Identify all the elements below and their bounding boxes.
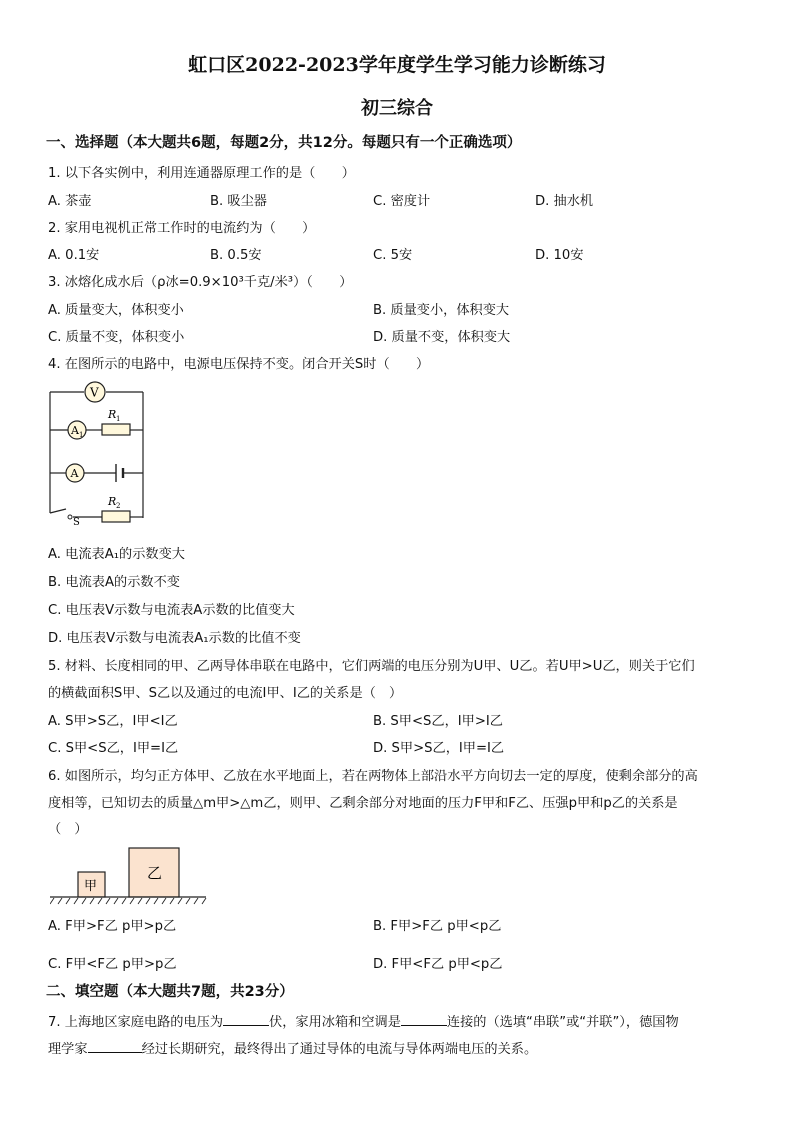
r1-sub: 1	[116, 415, 121, 423]
block-yi-label: 乙	[147, 864, 163, 882]
option: B. 吸尘器	[210, 194, 267, 209]
answer-blank[interactable]	[88, 1040, 142, 1053]
option: C. 电压表V示数与电流表A示数的比值变大	[48, 603, 295, 618]
question-stem: 3. 冰熔化成水后（ρ冰=0.9×10³千克/米³）（ ）	[48, 275, 353, 290]
voltmeter-label: V	[90, 385, 99, 400]
ammeter-a1-label: A	[71, 424, 79, 437]
ground-hatch	[50, 898, 206, 904]
resistor-r2	[102, 511, 130, 522]
option: A. 电流表A₁的示数变大	[48, 547, 185, 562]
option: D. 质量不变，体积变大	[373, 330, 511, 345]
option: D. 电压表V示数与电流表A₁示数的比值不变	[48, 631, 301, 646]
question-stem-cont: 度相等，已知切去的质量△m甲>△m乙，则甲、乙剩余部分对地面的压力F甲和F乙、压强p甲和p乙的关系是	[48, 796, 678, 811]
blocks-diagram	[50, 845, 210, 907]
r2-label: R	[108, 495, 117, 508]
circuit-diagram	[44, 378, 154, 526]
option: B. 0.5安	[210, 248, 262, 263]
ammeter-a1-sub: 1	[79, 431, 84, 439]
switch-contact	[68, 515, 72, 519]
q7-text-5: 经过长期研究，最终得出了通过导体的电流与导体两端电压的关系。	[141, 1042, 538, 1057]
question-stem	[48, 1011, 679, 1030]
ammeter-a-label: A	[70, 467, 79, 480]
option: A. S甲>S乙，I甲<I乙	[48, 714, 178, 729]
option: D. F甲<F乙 p甲<p乙	[373, 957, 503, 972]
option: C. 5安	[373, 248, 413, 263]
question-stem: 6. 如图所示，均匀正方体甲、乙放在水平地面上，若在两物体上部沿水平方向切去一定的厚度，使剩余部分的高	[48, 769, 698, 784]
question-stem: 1. 以下各实例中，利用连通器原理工作的是（ ）	[48, 166, 355, 181]
option: B. 质量变小，体积变大	[373, 303, 510, 318]
option: C. 质量不变，体积变小	[48, 330, 185, 345]
option: A. F甲>F乙 p甲>p乙	[48, 919, 177, 934]
option: D. 10安	[535, 248, 584, 263]
option: D. S甲>S乙，I甲=I乙	[373, 741, 505, 756]
q7-text-1: 7. 上海地区家庭电路的电压为	[48, 1015, 224, 1030]
switch-label: S	[73, 517, 80, 526]
option: A. 0.1安	[48, 248, 100, 263]
option: B. F甲>F乙 p甲<p乙	[373, 919, 502, 934]
switch-blade	[50, 509, 66, 513]
q7-text-4: 理学家	[48, 1042, 88, 1057]
answer-blank[interactable]	[223, 1013, 269, 1026]
q7-text-2: 伏，家用冰箱和空调是	[269, 1015, 401, 1030]
option: A. 茶壶	[48, 194, 92, 209]
option: B. 电流表A的示数不变	[48, 575, 180, 590]
resistor-r1	[102, 424, 130, 435]
r2-sub: 2	[116, 502, 121, 510]
page-title: 虹口区2022-2023学年度学生学习能力诊断练习	[188, 54, 606, 76]
r1-label: R	[108, 408, 117, 421]
question-stem-cont: （ ）	[48, 822, 88, 837]
option: D. 抽水机	[535, 194, 594, 209]
section-heading-choice: 一、选择题（本大题共6题，每题2分，共12分。每题只有一个正确选项）	[46, 135, 522, 151]
answer-blank[interactable]	[401, 1013, 447, 1026]
option: B. S甲<S乙，I甲>I乙	[373, 714, 503, 729]
block-jia-label: 甲	[84, 879, 98, 894]
question-stem: 5. 材料、长度相同的甲、乙两导体串联在电路中，它们两端的电压分别为U甲、U乙。若U甲>U乙，则关于它们	[48, 659, 695, 674]
q7-text-3: 连接的（选填“串联”或“并联”），德国物	[446, 1015, 679, 1030]
option: C. F甲<F乙 p甲>p乙	[48, 957, 177, 972]
page-subtitle: 初三综合	[361, 98, 433, 119]
option: A. 质量变大，体积变小	[48, 303, 184, 318]
section-heading-fill: 二、填空题（本大题共7题，共23分）	[46, 984, 294, 1000]
question-stem-cont: 的横截面积S甲、S乙以及通过的电流I甲、I乙的关系是（ ）	[48, 686, 403, 701]
question-stem: 4. 在图所示的电路中，电源电压保持不变。闭合开关S时（ ）	[48, 357, 430, 372]
question-stem-cont	[48, 1038, 537, 1057]
option: C. S甲<S乙，I甲=I乙	[48, 741, 179, 756]
option: C. 密度计	[373, 194, 431, 209]
question-stem: 2. 家用电视机正常工作时的电流约为（ ）	[48, 221, 316, 236]
